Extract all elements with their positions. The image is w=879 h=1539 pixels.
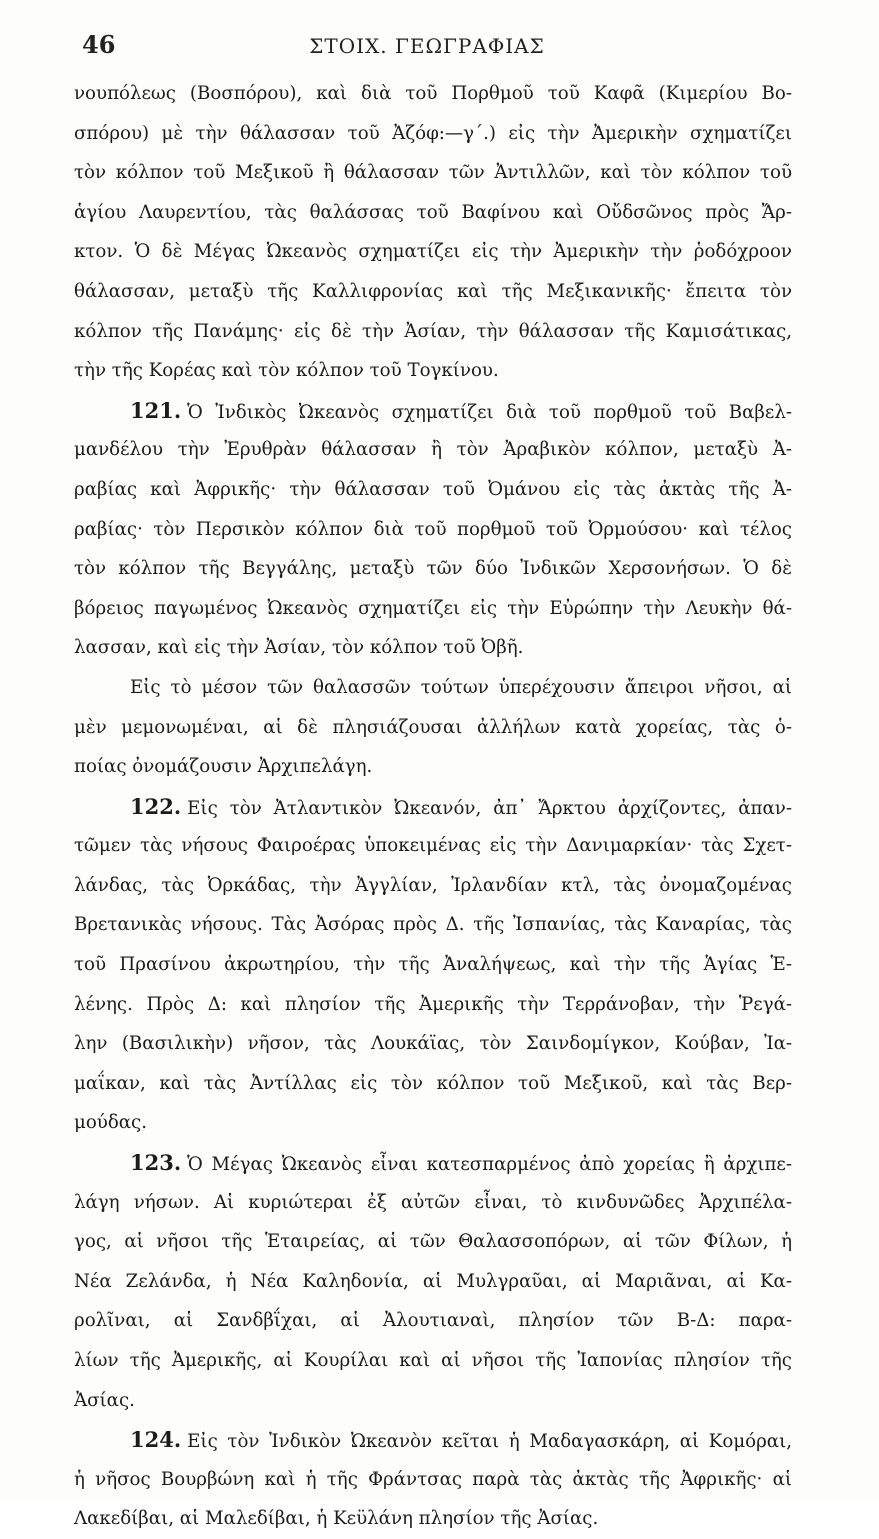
paragraph [74, 1143, 792, 1420]
section-number: 122. [130, 793, 182, 819]
text-line [74, 510, 792, 550]
text-line [74, 193, 792, 233]
text-line [74, 1183, 792, 1223]
line-text: Ἀσίας. [74, 1389, 135, 1411]
line-text: ποίας ὀνομάζουσιν Ἀρχιπελάγη. [74, 756, 373, 778]
text-line [74, 905, 792, 945]
line-text: μὲν μεμονωμέναι, αἱ δὲ πλησιάζουσαι ἀλλήλων κατὰ χορείας, τὰς ὁ- [74, 716, 792, 738]
text-line [74, 668, 792, 708]
text-line [74, 549, 792, 589]
line-text: τοῦ Πρασίνου ἀκρωτηρίου, τὴν τῆς Ἀναλήψεως, καὶ τὴν τῆς Ἁγίας Ἑ- [74, 954, 792, 976]
line-text: λένης. Πρὸς Δ: καὶ πλησίον τῆς Ἀμερικῆς τὴν Τερράνοβαν, τὴν Ῥεγά- [74, 993, 792, 1015]
line-text: γος, αἱ νῆσοι τῆς Ἑταιρείας, αἱ τῶν Θαλασσοπόρων, αἱ τῶν Φίλων, ἡ [74, 1231, 792, 1253]
text-line [74, 1460, 792, 1500]
line-text: λίων τῆς Ἀμερικῆς, αἱ Κουρίλαι καὶ αἱ νῆσοι τῆς Ἰαπονίας πλησίον τῆς [74, 1350, 792, 1371]
text-line [74, 391, 792, 431]
line-text: τὴν τῆς Κορέας καὶ τὸν κόλπον τοῦ Τογκίνου. [74, 360, 499, 382]
text-line [74, 985, 792, 1025]
line-text: Εἰς τὸν Ἀτλαντικὸν Ὠκεανόν, ἀπ᾽ Ἄρκτου ἀρχίζοντες, ἀπαν- [187, 797, 792, 819]
text-line [74, 1143, 792, 1183]
line-text: μανδέλου τὴν Ἐρυθρὰν θάλασσαν ἢ τὸν Ἀραβικὸν κόλπον, μεταξὺ Ἀ- [74, 439, 792, 461]
text-line [74, 1222, 792, 1262]
line-text: μαΐκαν, καὶ τὰς Ἀντίλλας εἰς τὸν κόλπον τοῦ Μεξικοῦ, καὶ τὰς Βερ- [74, 1072, 792, 1094]
line-text: τὸν κόλπον τοῦ Μεξικοῦ ἢ θάλασσαν τῶν Ἀντιλλῶν, καὶ τὸν κόλπον τοῦ [74, 162, 792, 184]
line-text: Βρετανικὰς νήσους. Τὰς Ἀσόρας πρὸς Δ. τῆς Ἰσπανίας, τὰς Καναρίας, τὰς [74, 914, 792, 936]
line-text: ἁγίου Λαυρεντίου, τὰς θαλάσσας τοῦ Βαφίνου καὶ Οὔδσῶνος πρὸς Ἄρ- [74, 201, 792, 223]
line-text: λασσαν, καὶ εἰς τὴν Ἀσίαν, τὸν κόλπον τοῦ Ὀβῆ. [74, 637, 524, 659]
text-line [74, 232, 792, 272]
line-text: λην (Βασιλικὴν) νῆσον, τὰς Λουκάϊας, τὸν Σαινδομίγκον, Κούβαν, Ἰα- [74, 1033, 792, 1055]
line-text: ραβίας καὶ Ἀφρικῆς· τὴν θάλασσαν τοῦ Ὀμάνου εἰς τὰς ἀκτὰς τῆς Ἀ- [74, 478, 792, 500]
line-text: κτον. Ὁ δὲ Μέγας Ὠκεανὸς σχηματίζει εἰς τὴν Ἀμερικὴν τὴν ῥοδόχροον [74, 241, 792, 263]
text-line [74, 74, 792, 114]
line-text: Ὁ Ἰνδικὸς Ὠκεανὸς σχηματίζει διὰ τοῦ πορθμοῦ τοῦ Βαβελ- [187, 401, 792, 423]
text-line [74, 1381, 792, 1421]
section-number: 123. [130, 1150, 182, 1176]
line-text: λάνδας, τὰς Ὀρκάδας, τὴν Ἀγγλίαν, Ἰρλανδίαν κτλ, τὰς ὀνομαζομένας [74, 874, 792, 896]
text-line [74, 114, 792, 154]
text-line [74, 470, 792, 510]
body-text [74, 74, 792, 1539]
line-text: ἡ νῆσος Βουρβώνη καὶ ἡ τῆς Φράντσας παρὰ τὰς ἀκτὰς τῆς Ἀφρικῆς· αἱ [74, 1468, 792, 1490]
line-text: ρολῖναι, αἱ Σανδβΐχαι, αἱ Ἀλουτιαναὶ, πλησίον τῶν Β-Δ: παρα- [74, 1310, 792, 1332]
text-line [74, 1064, 792, 1104]
paragraph [74, 391, 792, 668]
line-text: σπόρου) μὲ τὴν θάλασσαν τοῦ Ἀζόφ:—γ΄.) εἰς τὴν Ἀμερικὴν σχηματίζει [74, 122, 792, 144]
text-line [74, 1262, 792, 1302]
line-text: Εἰς τὸν Ἰνδικὸν Ὠκεανὸν κεῖται ἡ Μαδαγασκάρη, αἱ Κομόραι, [187, 1431, 792, 1453]
text-line [74, 1301, 792, 1341]
text-line [74, 787, 792, 827]
text-line [74, 153, 792, 193]
text-line [74, 628, 792, 668]
line-text: κόλπον τῆς Πανάμης· εἰς δὲ τὴν Ἀσίαν, τὴν θάλασσαν τῆς Καμισάτικας, [74, 320, 792, 342]
line-text: τὸν κόλπον τῆς Βεγγάλης, μεταξὺ τῶν δύο Ἰνδικῶν Χερσονήσων. Ὁ δὲ [74, 558, 792, 580]
paragraph [74, 787, 792, 1143]
running-title: ΣΤΟΙΧ. ΓΕΩΓΡΑΦΙΑΣ [309, 34, 545, 58]
text-line [74, 1024, 792, 1064]
text-line [74, 708, 792, 748]
text-line [74, 1341, 792, 1381]
text-line [74, 430, 792, 470]
section-number: 121. [130, 397, 182, 423]
text-line [74, 866, 792, 906]
text-line [74, 272, 792, 312]
line-text: μούδας. [74, 1112, 148, 1134]
paragraph [74, 1420, 792, 1539]
page-header [82, 30, 772, 66]
text-line [74, 589, 792, 629]
text-line [74, 747, 792, 787]
text-line [74, 1420, 792, 1460]
text-line [74, 1499, 792, 1539]
text-line [74, 826, 792, 866]
line-text: νουπόλεως (Βοσπόρου), καὶ διὰ τοῦ Πορθμοῦ τοῦ Καφᾶ (Κιμερίου Βο- [74, 83, 792, 104]
text-line [74, 312, 792, 352]
line-text: θάλασσαν, μεταξὺ τῆς Καλλιφρονίας καὶ τῆς Μεξικανικῆς· ἔπειτα τὸν [74, 280, 792, 302]
line-text: τῶμεν τὰς νήσους Φαιροέρας ὑποκειμένας εἰς τὴν Δανιμαρκίαν· τὰς Σχετ- [74, 835, 792, 857]
text-line [74, 945, 792, 985]
line-text: λάγη νήσων. Αἱ κυριώτεραι ἐξ αὐτῶν εἶναι, τὸ κινδυνῶδες Ἀρχιπέλα- [74, 1191, 792, 1213]
section-number: 124. [130, 1427, 182, 1453]
paragraph [74, 668, 792, 787]
line-text: Νέα Ζελάνδα, ἡ Νέα Καληδονία, αἱ Μυλγραῦαι, αἱ Μαριᾶναι, αἱ Κα- [74, 1270, 792, 1292]
line-text: Ὁ Μέγας Ὠκεανὸς εἶναι κατεσπαρμένος ἀπὸ χορείας ἢ ἀρχιπε- [187, 1154, 792, 1176]
text-line [74, 351, 792, 391]
line-text: Λακεδίβαι, αἱ Μαλεδίβαι, ἡ Κεϋλάνη πλησίον τῆς Ἀσίας. [74, 1508, 599, 1530]
page-number: 46 [82, 30, 116, 59]
text-line [74, 1103, 792, 1143]
paragraph [74, 74, 792, 391]
line-text: ραβίας· τὸν Περσικὸν κόλπον διὰ τοῦ πορθμοῦ τοῦ Ὀρμούσου· καὶ τέλος [74, 518, 792, 540]
line-text: Εἰς τὸ μέσον τῶν θαλασσῶν τούτων ὑπερέχουσιν ἄπειροι νῆσοι, αἱ [130, 676, 792, 698]
line-text: βόρειος παγωμένος Ὠκεανὸς σχηματίζει εἰς τὴν Εὐρώπην τὴν Λευκὴν θά- [74, 597, 792, 619]
